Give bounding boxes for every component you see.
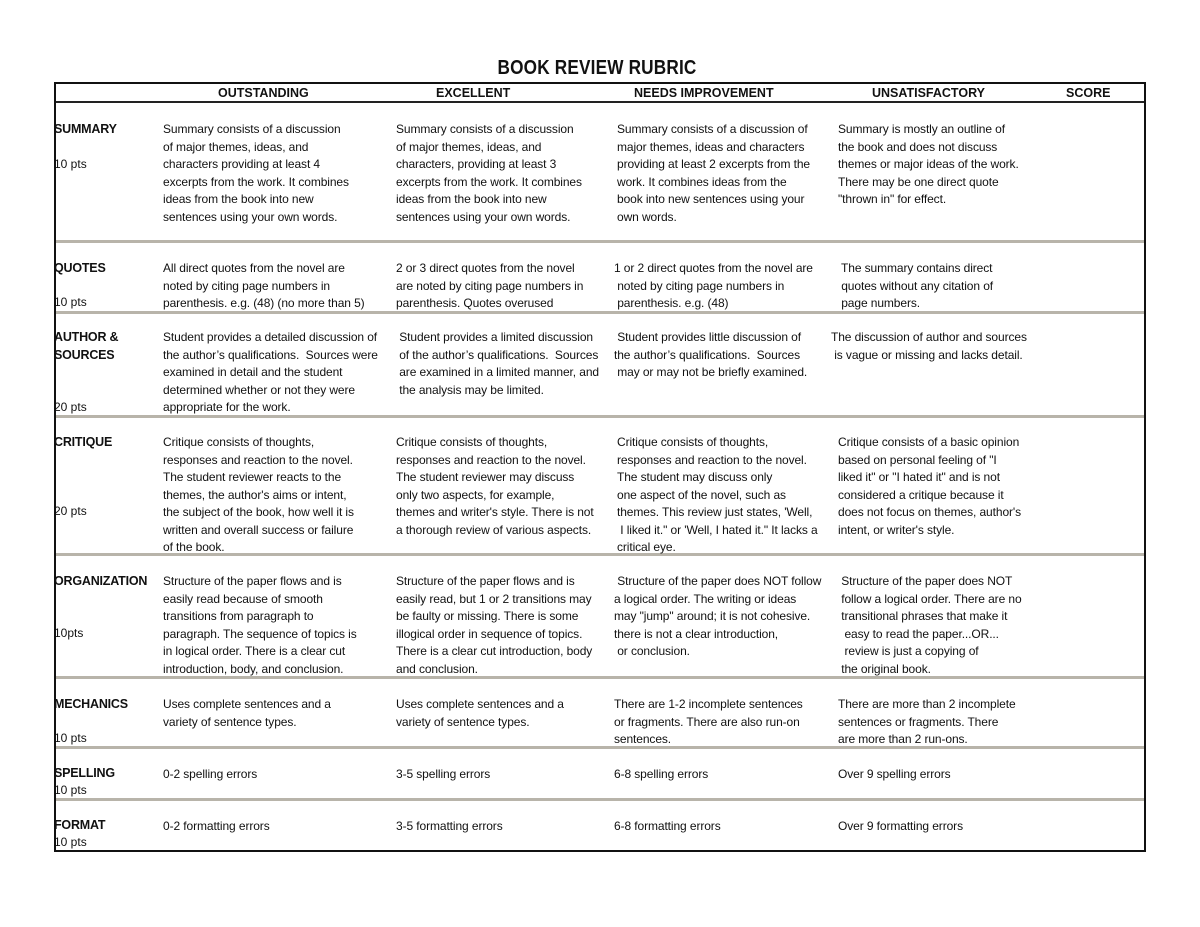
header-score: SCORE xyxy=(1066,86,1111,100)
cell-organization-needs-improvement: Structure of the paper does NOT follow a logical order. The writing or ideas may "jump" around; it is not cohesive. there is not a clear introduction, or conclusion. xyxy=(614,574,822,658)
row-category-critique: CRITIQUE xyxy=(54,435,113,449)
row-points-quotes: 10 pts xyxy=(54,295,87,309)
cell-spelling-outstanding: 0-2 spelling errors xyxy=(163,767,258,781)
cell-author-needs-improvement: Student provides little discussion of the author’s qualifications. Sources may or may not be briefly examined. xyxy=(614,330,808,379)
row-points-author-sources: 20 pts xyxy=(54,400,87,414)
cell-author-outstanding: Student provides a detailed discussion of the author’s qualifications. Sources were examined in detail and the student determined whether or not they were appropriate for the work. xyxy=(163,330,378,414)
row-category-summary: SUMMARY xyxy=(54,122,117,136)
row-points-mechanics: 10 pts xyxy=(54,731,87,745)
cell-mechanics-unsatisfactory: There are more than 2 incomplete sentences or fragments. There are more than 2 run-ons. xyxy=(838,697,1016,746)
cell-summary-unsatisfactory: Summary is mostly an outline of the book and does not discuss themes or major ideas of the work. There may be one direct quote "thrown in" for effect. xyxy=(838,122,1019,206)
cell-quotes-outstanding: All direct quotes from the novel are noted by citing page numbers in parenthesis. e.g. (48) (no more than 5) xyxy=(163,261,365,310)
row-category-mechanics: MECHANICS xyxy=(54,697,128,711)
cell-critique-outstanding: Critique consists of thoughts, responses and reaction to the novel. The student reviewer reacts to the themes, the author's aims or intent, the subject of the book, how well it is written and overall success or failure of the book. xyxy=(163,435,354,554)
cell-critique-unsatisfactory: Critique consists of a basic opinion based on personal feeling of "I liked it" or "I hated it" and is not considered a critique because it does not focus on themes, author's intent, or writer's style. xyxy=(838,435,1022,537)
cell-quotes-excellent: 2 or 3 direct quotes from the novel are noted by citing page numbers in parenthesis. Quotes overused xyxy=(396,261,584,310)
header-needs-improvement: NEEDS IMPROVEMENT xyxy=(634,86,774,100)
cell-spelling-needs-improvement: 6-8 spelling errors xyxy=(614,767,709,781)
cell-summary-needs-improvement: Summary consists of a discussion of major themes, ideas and characters providing at least 2 excerpts from the work. It combines ideas from the book into new sentences using your own words. xyxy=(617,122,810,224)
header-unsatisfactory: UNSATISFACTORY xyxy=(872,86,985,100)
header-excellent: EXCELLENT xyxy=(436,86,511,100)
cell-format-outstanding: 0-2 formatting errors xyxy=(163,819,270,833)
row-category-spelling: SPELLING xyxy=(54,766,115,780)
cell-mechanics-outstanding: Uses complete sentences and a variety of sentence types. xyxy=(163,697,331,729)
cell-organization-excellent: Structure of the paper flows and is easily read, but 1 or 2 transitions may be faulty or missing. There is some illogical order in sequence of topics. There is a clear cut introduction, body and conclusion. xyxy=(396,574,593,676)
cell-format-excellent: 3-5 formatting errors xyxy=(396,819,503,833)
cell-mechanics-excellent: Uses complete sentences and a variety of sentence types. xyxy=(396,697,564,729)
row-points-critique: 20 pts xyxy=(54,504,87,518)
cell-format-needs-improvement: 6-8 formatting errors xyxy=(614,819,721,833)
cell-summary-outstanding: Summary consists of a discussion of major themes, ideas, and characters providing at least 4 excerpts from the work. It combines ideas from the book into new sentences using your own words. xyxy=(163,122,349,224)
cell-critique-excellent: Critique consists of thoughts, responses and reaction to the novel. The student reviewer may discuss only two aspects, for example, themes and writer's style. There is not a thorough review of various aspects. xyxy=(396,435,594,537)
row-divider xyxy=(56,240,1144,243)
row-points-summary: 10 pts xyxy=(54,157,87,171)
cell-quotes-unsatisfactory: The summary contains direct quotes without any citation of page numbers. xyxy=(841,261,993,310)
row-points-spelling: 10 pts xyxy=(54,783,87,797)
row-category-author-sources: AUTHOR & SOURCES xyxy=(54,330,119,362)
cell-quotes-needs-improvement: 1 or 2 direct quotes from the novel are noted by citing page numbers in parenthesis. e.g. (48) xyxy=(614,261,813,310)
cell-critique-needs-improvement: Critique consists of thoughts, responses and reaction to the novel. The student may discuss only one aspect of the novel, such as themes. This review just states, 'Well, I liked it." or 'Well, I hated it." It lacks a critical eye. xyxy=(617,435,818,554)
row-divider xyxy=(56,798,1144,801)
cell-format-unsatisfactory: Over 9 formatting errors xyxy=(838,819,963,833)
row-points-organization: 10pts xyxy=(54,626,84,640)
header-outstanding: OUTSTANDING xyxy=(218,86,309,100)
cell-organization-unsatisfactory: Structure of the paper does NOT follow a logical order. There are no transitional phrases that make it easy to read the paper...OR... review is just a copying of the original book. xyxy=(841,574,1022,676)
cell-author-unsatisfactory: The discussion of author and sources is vague or missing and lacks detail. xyxy=(831,330,1027,362)
cell-spelling-unsatisfactory: Over 9 spelling errors xyxy=(838,767,951,781)
row-category-format: FORMAT xyxy=(54,818,106,832)
cell-spelling-excellent: 3-5 spelling errors xyxy=(396,767,491,781)
header-divider xyxy=(56,101,1144,103)
cell-organization-outstanding: Structure of the paper flows and is easily read because of smooth transitions from paragraph to paragraph. The sequence of topics is in logical order. There is a clear cut introduction, body, and conclusion. xyxy=(163,574,357,676)
page-title: BOOK REVIEW RUBRIC xyxy=(497,57,697,79)
cell-author-excellent: Student provides a limited discussion of the author’s qualifications. Sources are examined in a limited manner, and the analysis may be limited. xyxy=(399,330,599,397)
row-points-format: 10 pts xyxy=(54,835,87,849)
row-category-quotes: QUOTES xyxy=(54,261,106,275)
cell-summary-excellent: Summary consists of a discussion of major themes, ideas, and characters, providing at least 3 excerpts from the work. It combines ideas from the book into new sentences using your own words. xyxy=(396,122,582,224)
cell-mechanics-needs-improvement: There are 1-2 incomplete sentences or fragments. There are also run-on sentences. xyxy=(614,697,803,746)
row-category-organization: ORGANIZATION xyxy=(54,574,148,588)
